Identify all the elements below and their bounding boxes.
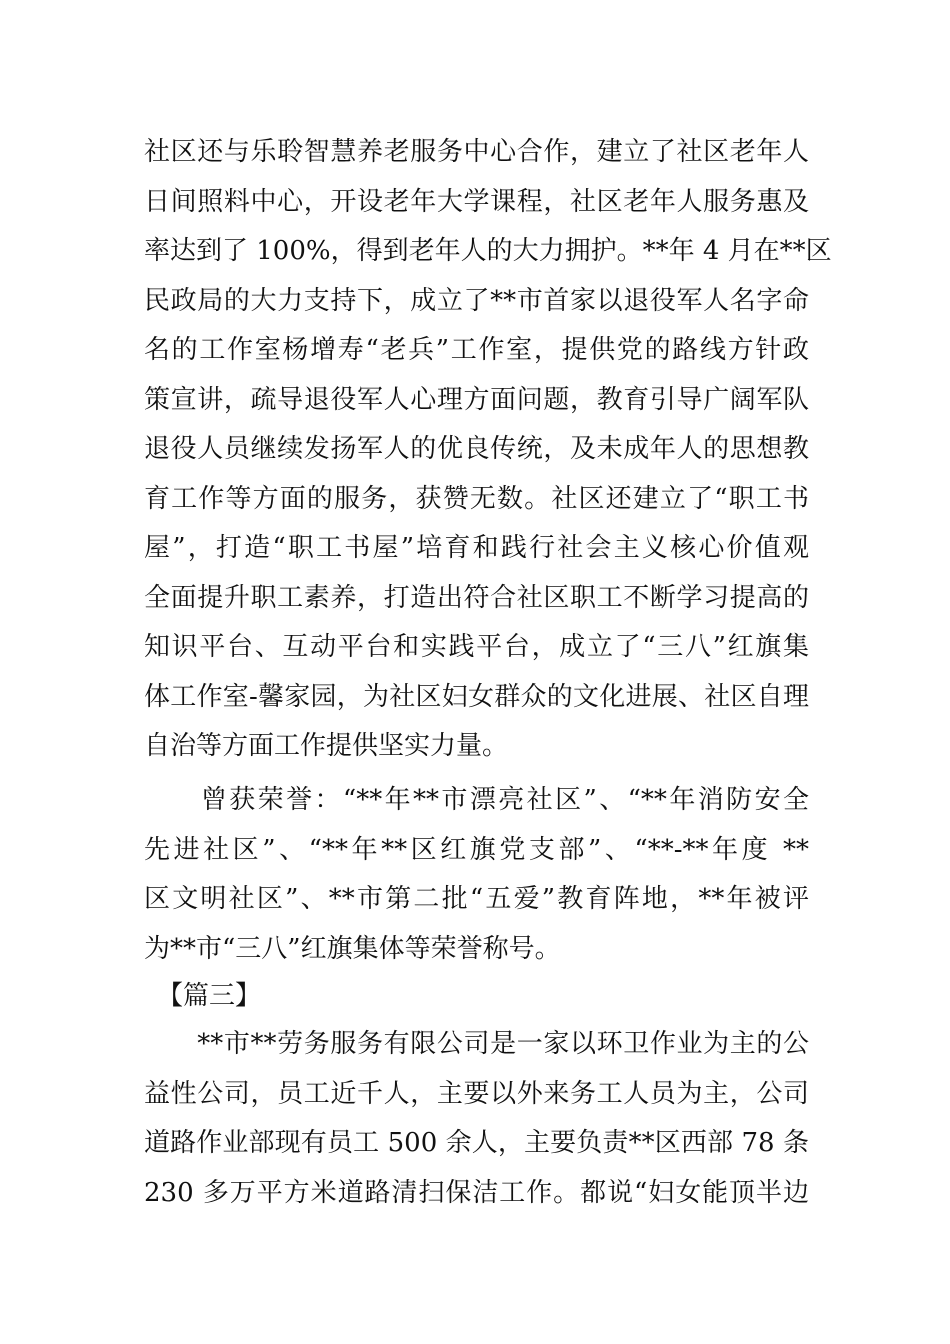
text-line: 退役人员继续发扬军人的优良传统，及未成年人的思想教 xyxy=(144,434,809,464)
text-line: 日间照料中心，开设老年大学课程，社区老年人服务惠及 xyxy=(144,186,809,217)
text-line: 益性公司，员工近千人，主要以外来务工人员为主，公司 xyxy=(144,1078,809,1109)
text-line: **市**劳务服务有限公司是一家以环卫作业为主的公 xyxy=(144,1029,809,1059)
paragraph-honors xyxy=(144,776,809,974)
text-line: 自治等方面工作提供坚实力量。 xyxy=(144,731,509,761)
paragraph-community-services xyxy=(144,128,832,772)
text-line: 知识平台、互动平台和实践平台，成立了“三八”红旗集 xyxy=(144,632,809,662)
text-line: 全面提升职工素养，打造出符合社区职工不断学习提高的 xyxy=(144,582,809,613)
text-line: 率达到了 100%，得到老年人的大力拥护。**年 4 月在**区 xyxy=(144,236,832,266)
text-line: 为**市“三八”红旗集体等荣誉称号。 xyxy=(144,933,561,964)
text-line: 策宣讲，疏导退役军人心理方面问题，教育引导广阔军队 xyxy=(144,384,809,415)
text-line: 道路作业部现有员工 500 余人，主要负责**区西部 78 条 xyxy=(144,1128,809,1158)
section-heading xyxy=(144,972,809,1022)
text-line: 先进社区”、“**年**区红旗党支部”、“**-**年度 ** xyxy=(144,834,809,865)
text-line: 屋”，打造“职工书屋”培育和践行社会主义核心价值观 xyxy=(144,533,809,563)
text-line: 230 多万平方米道路清扫保洁工作。都说“妇女能顶半边 xyxy=(144,1177,809,1208)
text-line: 名的工作室杨增寿“老兵”工作室，提供党的路线方针政 xyxy=(144,335,809,365)
text-line: 曾获荣誉：“**年**市漂亮社区”、“**年消防安全 xyxy=(144,785,809,815)
text-line: 区文明社区”、**市第二批“五爱”教育阵地，**年被评 xyxy=(144,884,809,914)
paragraph-company-intro xyxy=(144,1020,809,1218)
text-line: 民政局的大力支持下，成立了**市首家以退役军人名字命 xyxy=(144,285,809,316)
text-line: 体工作室-馨家园，为社区妇女群众的文化进展、社区自理 xyxy=(144,681,809,712)
text-line: 育工作等方面的服务，获赞无数。社区还建立了“职工书 xyxy=(144,483,809,514)
text-line: 社区还与乐聆智慧养老服务中心合作，建立了社区老年人 xyxy=(144,137,809,167)
section-heading-text: 【篇三】 xyxy=(144,981,262,1011)
